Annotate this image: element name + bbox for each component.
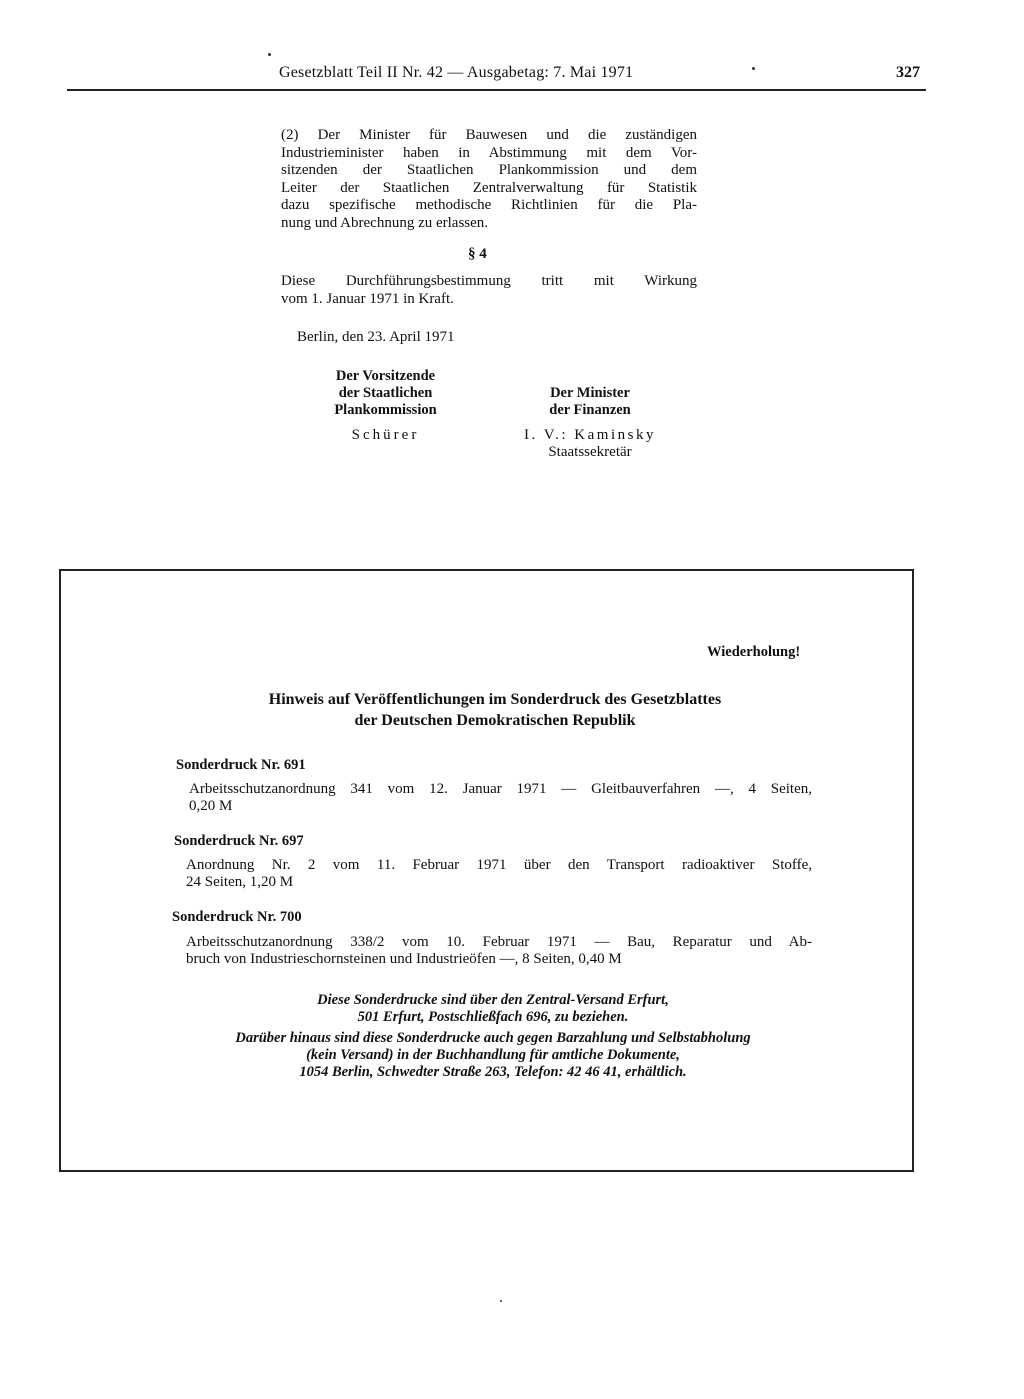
signature-block-right <box>500 385 680 461</box>
notice-title-line: der Deutschen Demokratischen Republik <box>354 712 636 729</box>
signatory-name: Schürer <box>351 427 420 443</box>
notice-title <box>180 689 810 731</box>
print-speck <box>268 53 271 56</box>
special-print-description <box>186 934 812 968</box>
description-line: Arbeitsschutzanordnung 338/2 vom 10. Februar 1971 — Bau, Reparatur und Ab- <box>186 934 812 950</box>
special-print-label: Sonderdruck Nr. 700 <box>172 909 302 925</box>
paragraph-line: (2) Der Minister für Bauwesen und die zuständigen <box>281 127 697 143</box>
print-speck <box>752 67 755 70</box>
paragraph-line: dazu spezifische methodische Richtlinien für die Pla- <box>281 197 697 213</box>
paragraph-line: Diese Durchführungsbestimmung tritt mit Wirkung <box>281 273 697 289</box>
ordering-note-line: 501 Erfurt, Postschließfach 696, zu beziehen. <box>357 1009 629 1025</box>
signature-title-line: der Staatlichen <box>338 385 433 401</box>
running-header-title: Gesetzblatt Teil II Nr. 42 — Ausgabetag: 7. Mai 1971 <box>279 64 634 81</box>
paragraph-2 <box>281 127 697 232</box>
signatory-name: I. V.: Kaminsky <box>524 427 656 443</box>
date-line: Berlin, den 23. April 1971 <box>297 329 455 345</box>
notice-title-line: Hinweis auf Veröffentlichungen im Sonderdruck des Gesetzblattes <box>268 691 722 708</box>
special-print-label: Sonderdruck Nr. 691 <box>176 757 306 773</box>
section-heading: § 4 <box>468 246 487 262</box>
description-line: Anordnung Nr. 2 vom 11. Februar 1971 über den Transport radioaktiver Stoffe, <box>186 857 812 873</box>
signature-title-line: Der Minister <box>550 385 630 401</box>
description-line: 24 Seiten, 1,20 M <box>186 874 294 890</box>
ordering-note <box>168 992 818 1081</box>
signature-title-line: Plankommission <box>334 402 437 418</box>
special-print-label: Sonderdruck Nr. 697 <box>174 833 304 849</box>
ordering-note-line: Diese Sonderdrucke sind über den Zentral-Versand Erfurt, <box>317 992 669 1008</box>
description-line: bruch von Industrieschornsteinen und Industrieöfen —, 8 Seiten, 0,40 M <box>186 951 622 967</box>
signature-title-line: der Finanzen <box>549 402 631 418</box>
paragraph-line: sitzenden der Staatlichen Plankommission und dem <box>281 162 697 178</box>
paragraph-line: Industrieminister haben in Abstimmung mit dem Vor- <box>281 144 697 161</box>
page-number: 327 <box>896 64 920 81</box>
signature-title-line: Der Vorsitzende <box>335 368 436 384</box>
ordering-note-line: Darüber hinaus sind diese Sonderdrucke auch gegen Barzahlung und Selbstabholung <box>235 1030 751 1046</box>
section-4-text <box>281 273 697 308</box>
print-speck <box>500 1300 502 1302</box>
signature-block-left <box>318 368 453 444</box>
ordering-note-line: 1054 Berlin, Schwedter Straße 263, Telefon: 42 46 41, erhältlich. <box>299 1064 687 1080</box>
paragraph-line: vom 1. Januar 1971 in Kraft. <box>281 290 454 307</box>
description-line: Arbeitsschutzanordnung 341 vom 12. Januar 1971 — Gleitbauverfahren —, 4 Seiten, <box>189 781 812 797</box>
description-line: 0,20 M <box>189 798 233 814</box>
ordering-note-line: (kein Versand) in der Buchhandlung für amtliche Dokumente, <box>306 1047 680 1063</box>
paragraph-line: Leiter der Staatlichen Zentralverwaltung für Statistik <box>281 179 697 196</box>
header-rule <box>67 89 926 91</box>
repeat-label: Wiederholung! <box>707 644 801 660</box>
signatory-role: Staatssekretär <box>548 444 632 460</box>
special-print-description <box>189 781 812 815</box>
paragraph-line: nung und Abrechnung zu erlassen. <box>281 214 489 231</box>
special-print-description <box>186 857 812 891</box>
